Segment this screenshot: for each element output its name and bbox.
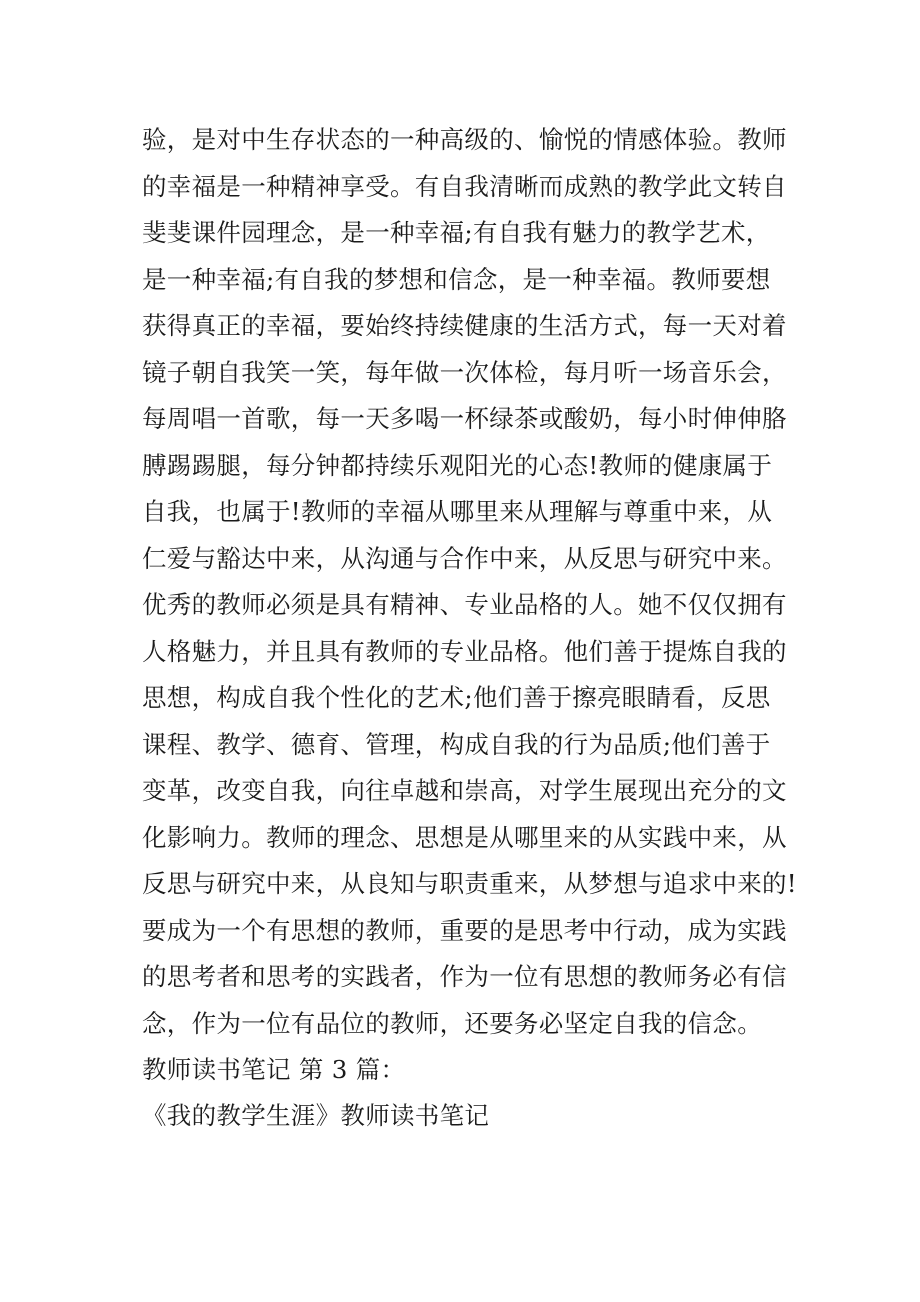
body-line: 思想，构成自我个性化的艺术;他们善于擦亮眼睛看，反思: [142, 683, 771, 712]
body-line: 斐斐课件园理念，是一种幸福;有自我有魅力的教学艺术，: [142, 218, 771, 247]
body-line: 自我，也属于!教师的幸福从哪里来从理解与尊重中来，从: [142, 497, 773, 526]
body-line: 人格魅力，并且具有教师的专业品格。他们善于提炼自我的: [142, 636, 787, 666]
body-line: 膊踢踢腿，每分钟都持续乐观阳光的心态!教师的健康属于: [142, 450, 773, 480]
body-line: 化影响力。教师的理念、思想是从哪里来的从实践中来，从: [142, 822, 787, 852]
body-line: 念，作为一位有品位的教师，还要务必坚定自我的信念。: [142, 1008, 762, 1038]
body-line: 课程、教学、德育、管理，构成自我的行为品质;他们善于: [142, 729, 771, 759]
body-line: 验，是对中生存状态的一种高级的、愉悦的情感体验。教师: [142, 125, 787, 154]
body-line: 的幸福是一种精神享受。有自我清晰而成熟的教学此文转自: [142, 171, 787, 201]
body-line: 仁爱与豁达中来，从沟通与合作中来，从反思与研究中来。: [142, 543, 787, 573]
body-line: 变革，改变自我，向往卓越和崇高，对学生展现出充分的文: [142, 776, 787, 805]
body-line: 优秀的教师必须是具有精神、专业品格的人。她不仅仅拥有: [142, 590, 787, 619]
section-heading: 教师读书笔记 第 3 篇：: [142, 1055, 406, 1084]
body-line: 镜子朝自我笑一笑，每年做一次体检，每月听一场音乐会，: [142, 357, 787, 387]
body-line: 获得真正的幸福，要始终持续健康的生活方式，每一天对着: [142, 311, 787, 340]
body-line: 要成为一个有思想的教师，重要的是思考中行动，成为实践: [142, 915, 787, 945]
document-body: [142, 117, 797, 1139]
book-title-line: 《我的教学生涯》教师读书笔记: [142, 1101, 490, 1130]
body-line: 的思考者和思考的实践者，作为一位有思想的教师务必有信: [142, 962, 787, 991]
body-line: 反思与研究中来，从良知与职责重来，从梦想与追求中来的!: [142, 869, 797, 898]
body-line: 是一种幸福;有自我的梦想和信念，是一种幸福。教师要想: [142, 264, 771, 294]
body-line: 每周唱一首歌，每一天多喝一杯绿茶或酸奶，每小时伸伸胳: [142, 404, 787, 433]
